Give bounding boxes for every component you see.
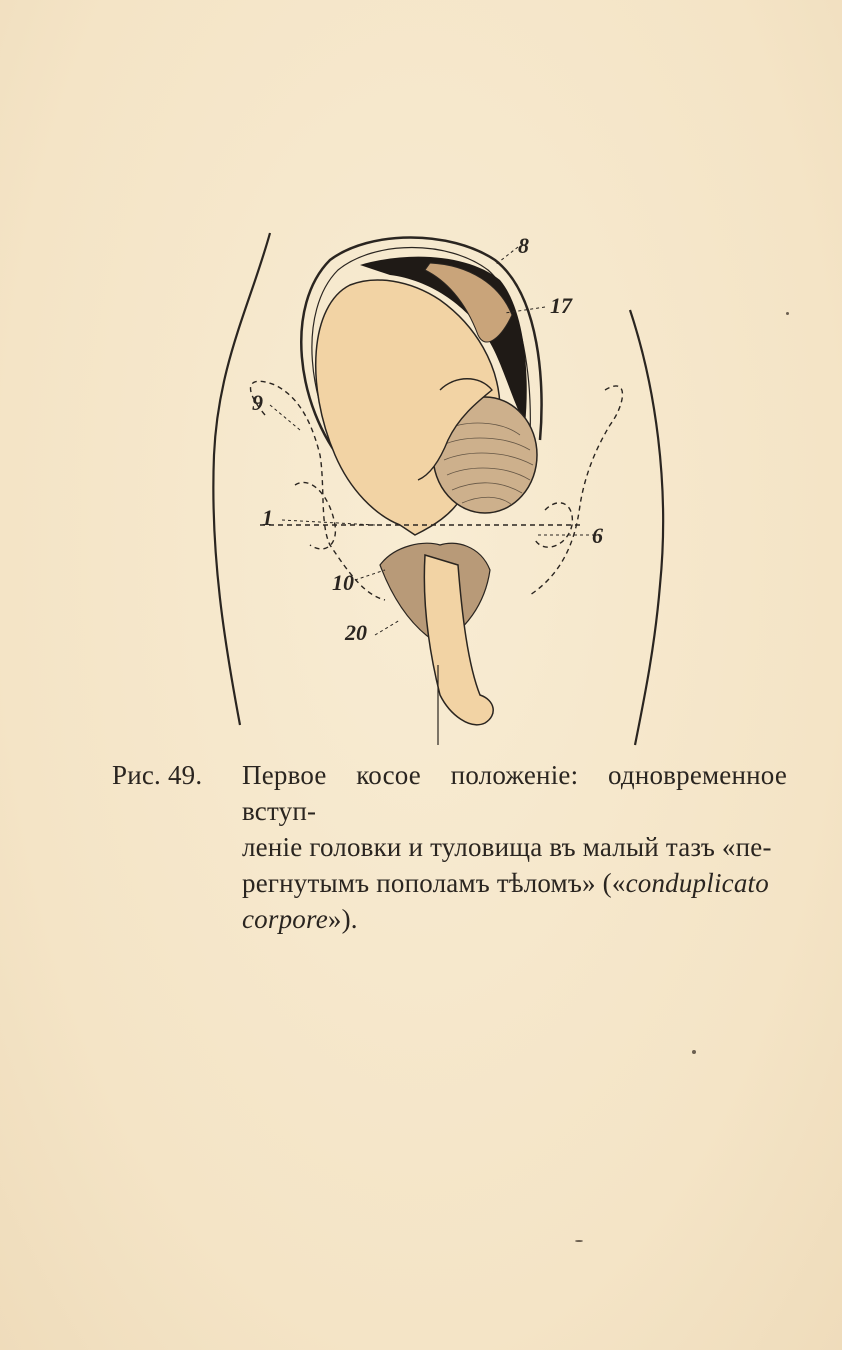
caption-line-2: леніе головки и туловища въ малый тазъ «пе- bbox=[242, 832, 772, 862]
caption-line-3 bbox=[242, 865, 787, 901]
paper-speck bbox=[575, 1240, 583, 1242]
label-20: 20 bbox=[345, 620, 367, 645]
caption-text bbox=[242, 757, 787, 937]
right-body-contour bbox=[630, 310, 663, 745]
label-6: 6 bbox=[592, 523, 603, 548]
caption-line-3-plain: регнутымъ пополамъ тѣломъ» (« bbox=[242, 868, 626, 898]
left-body-contour bbox=[213, 233, 270, 725]
label-8: 8 bbox=[518, 233, 529, 258]
label-1: 1 bbox=[262, 505, 273, 530]
obstetric-illustration bbox=[200, 225, 680, 750]
caption-latin-1: conduplicato bbox=[625, 868, 769, 898]
caption-line-1: Первое косое положеніе: одновременное вступ- bbox=[242, 760, 787, 826]
caption-line-4 bbox=[242, 901, 787, 937]
label-9: 9 bbox=[252, 390, 263, 415]
figure-number: Рис. 49. bbox=[112, 760, 203, 790]
label-10: 10 bbox=[332, 570, 354, 595]
paper-speck bbox=[786, 312, 789, 315]
paper-speck bbox=[692, 1050, 696, 1054]
label-17: 17 bbox=[550, 293, 572, 318]
caption-latin-2: corpore bbox=[242, 904, 328, 934]
caption-line-4-plain: »). bbox=[327, 904, 358, 934]
